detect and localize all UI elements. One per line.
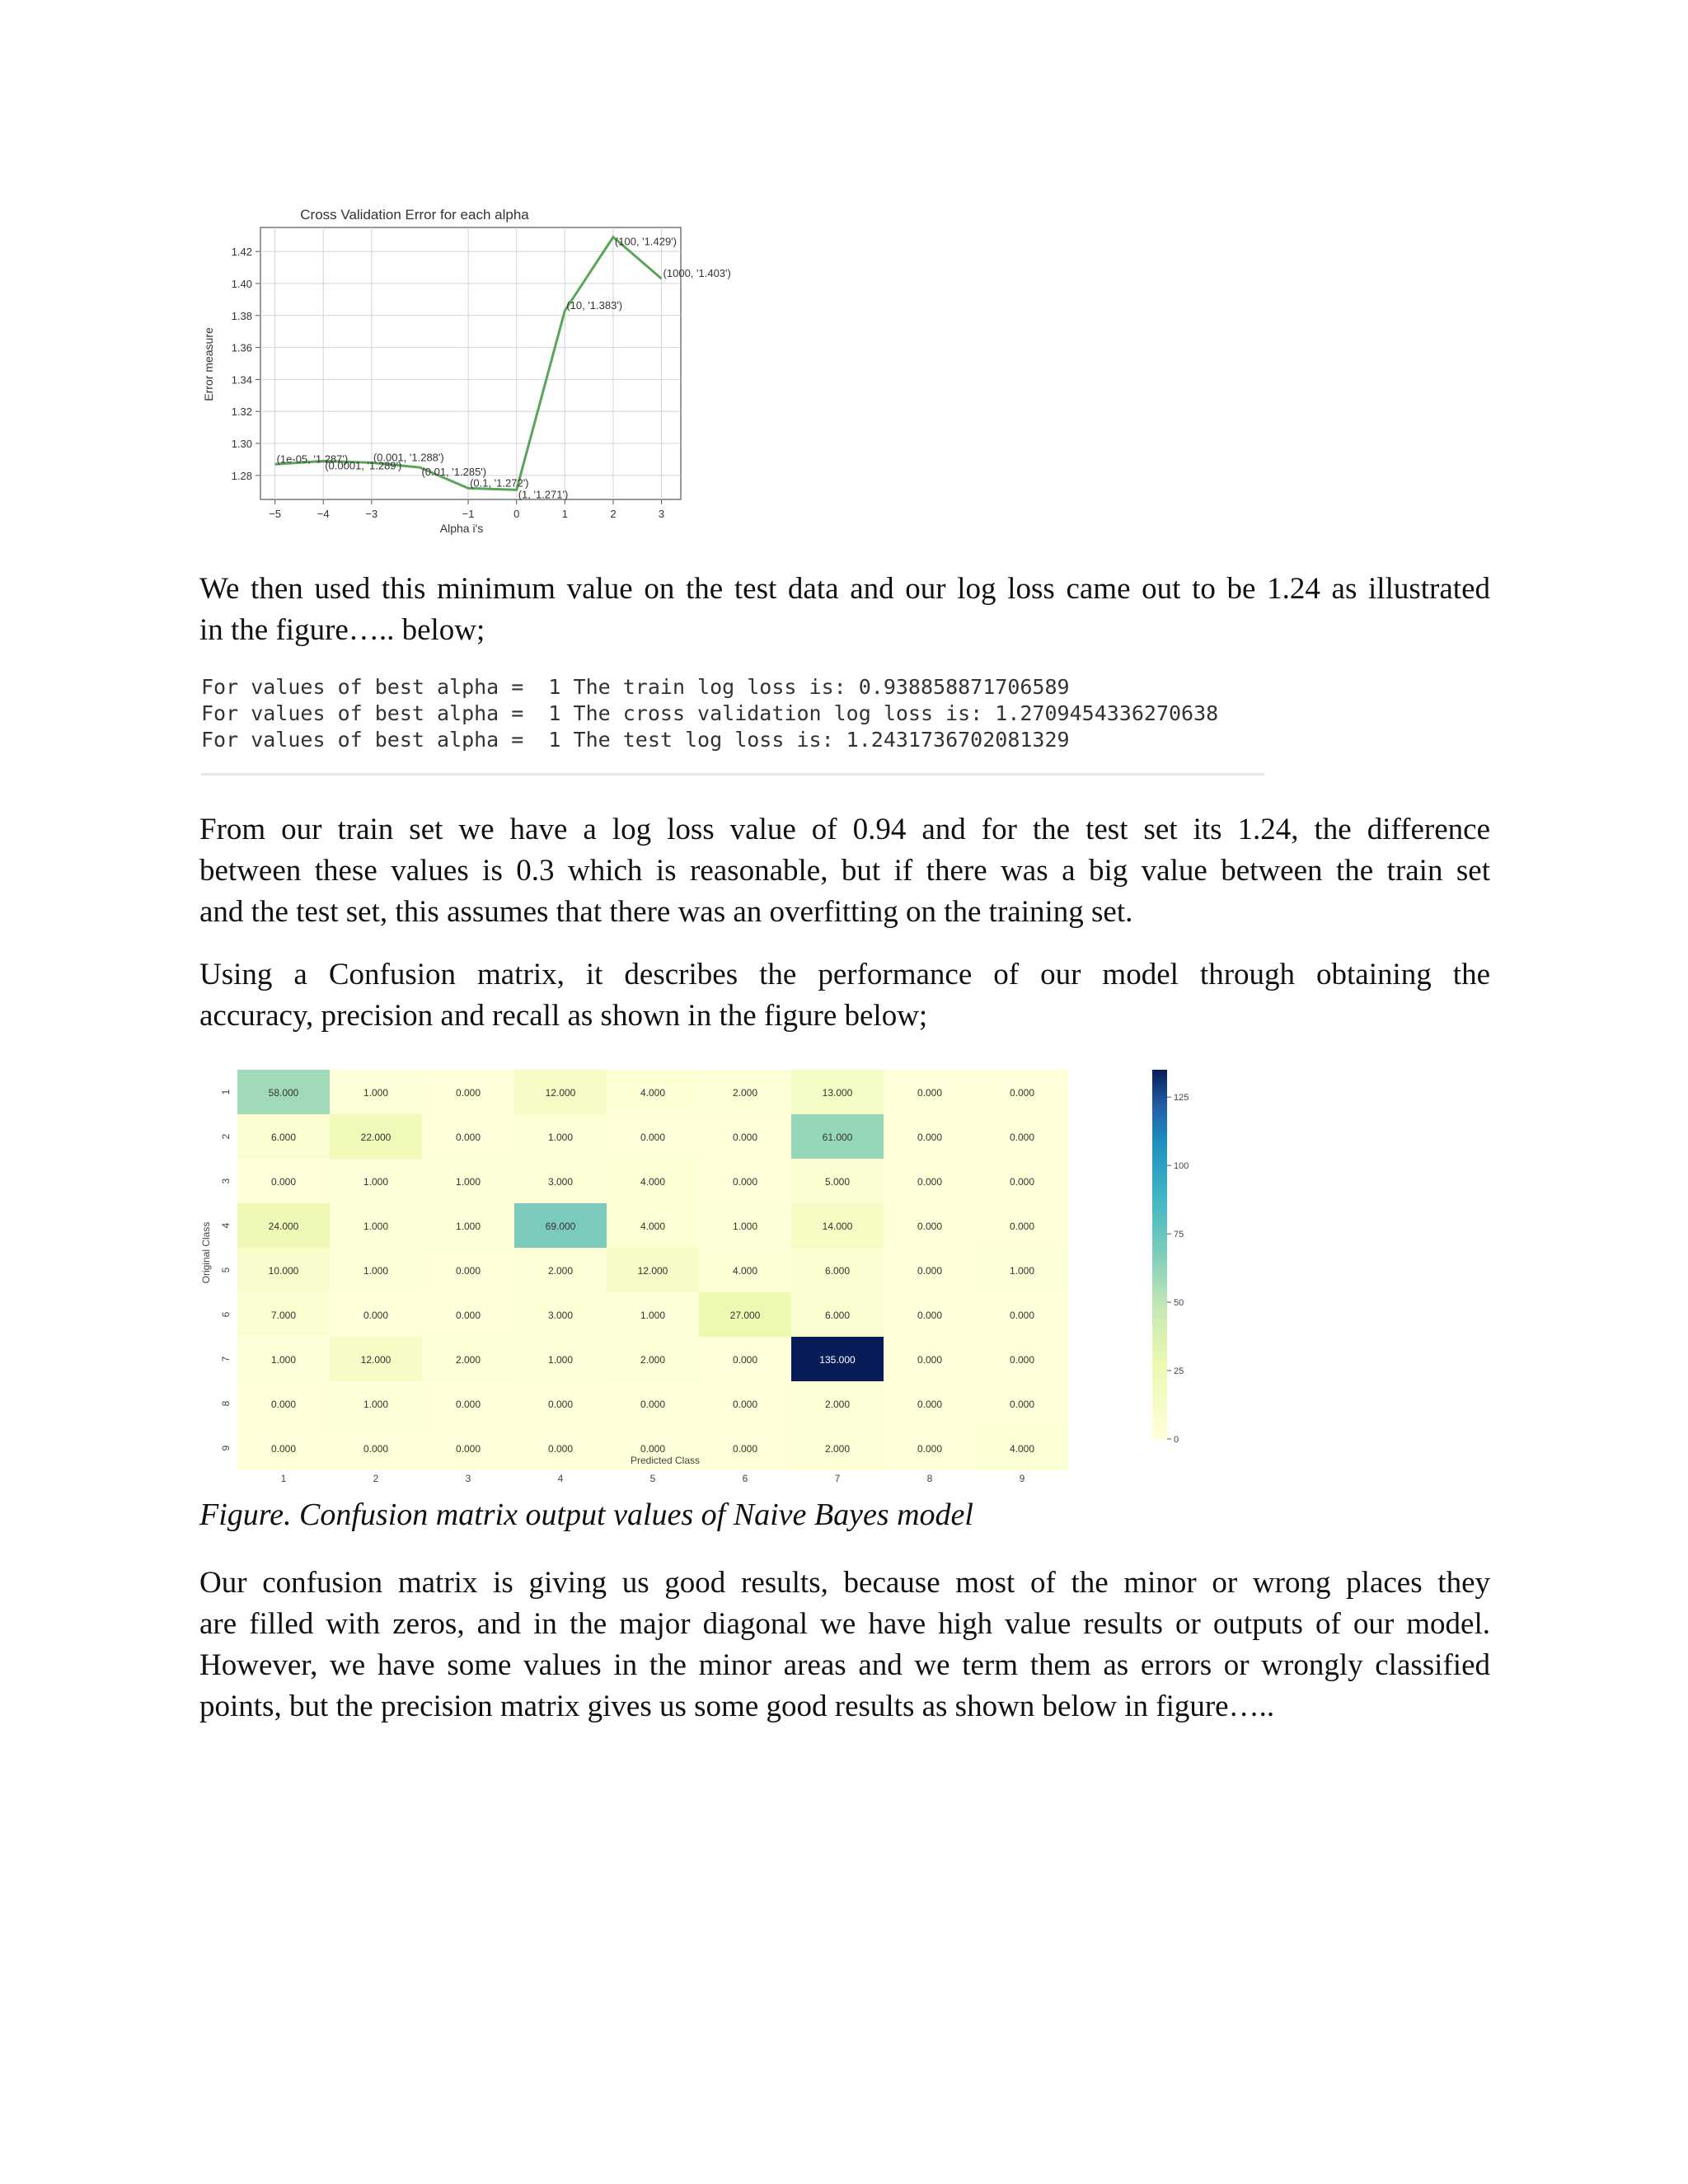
heatmap-cell-label: 4.000 (640, 1176, 666, 1188)
heatmap-cell-label: 0.000 (455, 1443, 481, 1455)
heatmap-cell-label: 0.000 (270, 1443, 297, 1455)
heatmap-cell-label: 0.000 (455, 1310, 481, 1321)
heatmap-cell-label: 1.000 (363, 1176, 389, 1188)
y-tick-label: 1.34 (231, 373, 252, 387)
heatmap-cell-label: 0.000 (270, 1176, 297, 1188)
heatmap-cell-label: 1.000 (270, 1354, 297, 1366)
y-tick-label: 1.38 (231, 309, 252, 322)
heatmap-cell-label: 1.000 (732, 1221, 758, 1232)
heatmap-cell-label: 61.000 (822, 1132, 853, 1143)
colorbar-tick-label: 50 (1174, 1298, 1184, 1309)
heatmap-cell-label: 0.000 (455, 1399, 481, 1410)
heatmap-cell-label: 1.000 (640, 1310, 666, 1321)
x-axis-label: Alpha i's (439, 522, 484, 535)
train-log-loss-line: For values of best alpha = 1 The train log loss is: 0.938858871706589 (201, 675, 1070, 699)
x-tick-label: −5 (269, 508, 282, 520)
y-tick-label: 1 (220, 1089, 232, 1095)
heatmap-cell-label: 0.000 (640, 1443, 666, 1455)
heatmap-cell-label: 0.000 (455, 1087, 481, 1099)
heatmap-cell-label: 0.000 (363, 1443, 389, 1455)
heatmap-cell-label: 0.000 (917, 1221, 943, 1232)
paragraph-line: Our confusion matrix is giving us good results, because most of the minor or wrong places they (199, 1566, 1490, 1600)
heatmap-cell-label: 13.000 (822, 1087, 853, 1099)
confusion-matrix-heatmap (195, 1058, 1217, 1484)
y-tick-label: 1.42 (231, 246, 252, 259)
heatmap-cell-label: 5.000 (824, 1176, 851, 1188)
heatmap-cell-label: 1.000 (363, 1221, 389, 1232)
x-tick-label: 3 (465, 1473, 471, 1484)
x-tick-label: 7 (834, 1473, 841, 1484)
paragraph-line: between these values is 0.3 which is reasonable, but if there was a big value between the train set (199, 854, 1490, 888)
paragraph-line: Using a Confusion matrix, it describes the performance of our model through obtaining the (199, 958, 1490, 991)
heatmap-cell-label: 14.000 (822, 1221, 853, 1232)
x-tick-label: −1 (462, 508, 475, 520)
colorbar-tick-label: 0 (1174, 1435, 1179, 1445)
heatmap-cell-label: 0.000 (732, 1443, 758, 1455)
y-tick-label: 6 (220, 1311, 232, 1318)
paragraph-line: are filled with zeros, and in the major diagonal we have high value results or outputs of our model. (199, 1607, 1490, 1641)
y-tick-label: 1.32 (231, 405, 252, 419)
y-tick-label: 1.36 (231, 341, 252, 354)
x-tick-label: 6 (742, 1473, 748, 1484)
heatmap-cell-label: 0.000 (455, 1132, 481, 1143)
heatmap-cell-label: 0.000 (640, 1399, 666, 1410)
paragraph-overfitting (199, 809, 1490, 933)
heatmap-cell-label: 0.000 (917, 1443, 943, 1455)
heatmap-cell-label: 0.000 (732, 1399, 758, 1410)
heatmap-cell-label: 1.000 (455, 1221, 481, 1232)
heatmap-cell-label: 0.000 (1009, 1354, 1035, 1366)
heatmap-cell-label: 2.000 (455, 1354, 481, 1366)
cm-x-axis-label: Predicted Class (630, 1455, 701, 1466)
heatmap-cell-label: 1.000 (363, 1087, 389, 1099)
x-tick-label: −4 (316, 508, 330, 520)
y-tick-label: 5 (220, 1267, 232, 1273)
cv-log-loss-line: For values of best alpha = 1 The cross validation log loss is: 1.2709454336270638 (201, 701, 1219, 725)
colorbar-tick-label: 100 (1174, 1161, 1189, 1172)
heatmap-cell-label: 6.000 (824, 1310, 851, 1321)
paragraph-confusion-results (199, 1563, 1490, 1727)
heatmap-cell-label: 24.000 (268, 1221, 299, 1232)
heatmap-cell-label: 0.000 (640, 1132, 666, 1143)
heatmap-cell-label: 10.000 (268, 1265, 299, 1277)
heatmap-cell-label: 1.000 (363, 1265, 389, 1277)
log-loss-output (201, 674, 1264, 776)
colorbar-tick-label: 125 (1174, 1093, 1189, 1104)
output-divider (201, 773, 1264, 776)
y-tick-label: 9 (220, 1445, 232, 1451)
x-tick-label: 5 (649, 1473, 656, 1484)
heatmap-cell-label: 1.000 (1009, 1265, 1035, 1277)
heatmap-cell-label: 0.000 (917, 1265, 943, 1277)
heatmap-cell-label: 0.000 (547, 1399, 574, 1410)
heatmap-cell-label: 0.000 (732, 1132, 758, 1143)
heatmap-cell-label: 4.000 (640, 1087, 666, 1099)
heatmap-cell-label: 2.000 (824, 1443, 851, 1455)
x-tick-label: −3 (365, 508, 378, 520)
paragraph-test-log-loss (199, 569, 1490, 651)
heatmap-cell-label: 0.000 (917, 1087, 943, 1099)
point-annotation: (0.001, '1.288') (373, 451, 444, 464)
paragraph-line: and the test set, this assumes that there was an overfitting on the training set. (199, 895, 1133, 929)
heatmap-cell-label: 4.000 (732, 1265, 758, 1277)
heatmap-cell-label: 4.000 (1009, 1443, 1035, 1455)
heatmap-cell-label: 2.000 (732, 1087, 758, 1099)
heatmap-cell-label: 2.000 (547, 1265, 574, 1277)
heatmap-cell-label: 0.000 (732, 1354, 758, 1366)
x-tick-label: 3 (658, 508, 665, 520)
x-tick-label: 8 (926, 1473, 933, 1484)
heatmap-cell-label: 135.000 (819, 1354, 856, 1366)
cm-y-axis-label: Original Class (200, 1221, 212, 1284)
heatmap-cell-label: 0.000 (1009, 1221, 1035, 1232)
colorbar-tick-label: 25 (1174, 1366, 1184, 1377)
heatmap-cell-label: 6.000 (270, 1132, 297, 1143)
x-tick-label: 9 (1019, 1473, 1025, 1484)
heatmap-cell-label: 3.000 (547, 1310, 574, 1321)
point-annotation: (1000, '1.403') (663, 267, 731, 280)
colorbar (1152, 1070, 1167, 1439)
y-tick-label: 7 (220, 1356, 232, 1362)
x-tick-label: 1 (561, 508, 568, 520)
heatmap-cell-label: 1.000 (547, 1132, 574, 1143)
heatmap-cell-label: 0.000 (917, 1354, 943, 1366)
heatmap-cell-label: 27.000 (729, 1310, 761, 1321)
heatmap-cell-label: 3.000 (547, 1176, 574, 1188)
heatmap-cell-label: 7.000 (270, 1310, 297, 1321)
y-tick-label: 1.40 (231, 277, 252, 290)
heatmap-cell-label: 12.000 (637, 1265, 668, 1277)
heatmap-cell-label: 12.000 (545, 1087, 576, 1099)
heatmap-cell-label: 58.000 (268, 1087, 299, 1099)
heatmap-cell-label: 0.000 (917, 1399, 943, 1410)
heatmap-cell-label: 0.000 (270, 1399, 297, 1410)
chart-title: Cross Validation Error for each alpha (300, 207, 529, 223)
heatmap-cell-label: 6.000 (824, 1265, 851, 1277)
paragraph-line: However, we have some values in the minor areas and we term them as errors or wrongly classified (199, 1648, 1490, 1682)
y-tick-label: 3 (220, 1178, 232, 1184)
y-axis-label: Error measure (202, 327, 215, 401)
heatmap-cell-label: 69.000 (545, 1221, 576, 1232)
y-tick-label: 8 (220, 1400, 232, 1407)
y-tick-label: 1.30 (231, 438, 252, 451)
y-tick-label: 2 (220, 1133, 232, 1140)
heatmap-cell-label: 0.000 (363, 1310, 389, 1321)
heatmap-cell-label: 0.000 (917, 1132, 943, 1143)
paragraph-line: points, but the precision matrix gives us some good results as shown below in figure….. (199, 1690, 1275, 1723)
heatmap-cell-label: 0.000 (1009, 1176, 1035, 1188)
heatmap-cell-label: 4.000 (640, 1221, 666, 1232)
x-tick-label: 4 (557, 1473, 564, 1484)
paragraph-line: in the figure….. below; (199, 613, 485, 647)
paragraph-confusion-intro (199, 954, 1490, 1037)
paragraph-line: From our train set we have a log loss value of 0.94 and for the test set its 1.24, the difference (199, 813, 1490, 846)
heatmap-cell-label: 0.000 (917, 1310, 943, 1321)
heatmap-cell-label: 2.000 (640, 1354, 666, 1366)
point-annotation: (0.1, '1.272') (470, 476, 529, 490)
heatmap-cell-label: 1.000 (547, 1354, 574, 1366)
x-tick-label: 0 (513, 508, 520, 520)
heatmap-cell-label: 0.000 (455, 1265, 481, 1277)
point-annotation: (10, '1.383') (566, 298, 623, 312)
point-annotation: (0.01, '1.285') (421, 466, 487, 479)
heatmap-cell-label: 0.000 (1009, 1399, 1035, 1410)
y-tick-label: 4 (220, 1222, 232, 1229)
heatmap-cell-label: 1.000 (455, 1176, 481, 1188)
heatmap-cell-label: 0.000 (1009, 1087, 1035, 1099)
heatmap-cell-label: 1.000 (363, 1399, 389, 1410)
heatmap-cell-label: 12.000 (360, 1354, 392, 1366)
point-annotation: (100, '1.429') (614, 235, 678, 248)
x-tick-label: 2 (610, 508, 617, 520)
y-tick-label: 1.28 (231, 469, 252, 482)
point-annotation: (1e-05, '1.287') (276, 452, 349, 466)
heatmap-cell-label: 0.000 (1009, 1310, 1035, 1321)
heatmap-cell-label: 0.000 (547, 1443, 574, 1455)
heatmap-cell-label: 0.000 (1009, 1132, 1035, 1143)
cross-validation-line-chart (195, 194, 788, 549)
heatmap-cell-label: 0.000 (732, 1176, 758, 1188)
point-annotation: (0.0001, '1.289') (325, 459, 402, 472)
paragraph-line: accuracy, precision and recall as shown in the figure below; (199, 999, 928, 1033)
heatmap-cell-label: 22.000 (360, 1132, 392, 1143)
heatmap-cell-label: 2.000 (824, 1399, 851, 1410)
x-tick-label: 2 (373, 1473, 379, 1484)
figure-caption: Figure. Confusion matrix output values of Naive Bayes model (199, 1497, 973, 1532)
test-log-loss-line: For values of best alpha = 1 The test log loss is: 1.2431736702081329 (201, 728, 1070, 752)
colorbar-tick-label: 75 (1174, 1230, 1184, 1240)
x-tick-label: 1 (280, 1473, 287, 1484)
paragraph-line: We then used this minimum value on the test data and our log loss came out to be 1.24 as illustrated (199, 572, 1490, 606)
heatmap-cell-label: 0.000 (917, 1176, 943, 1188)
point-annotation: (1, '1.271') (518, 488, 569, 501)
